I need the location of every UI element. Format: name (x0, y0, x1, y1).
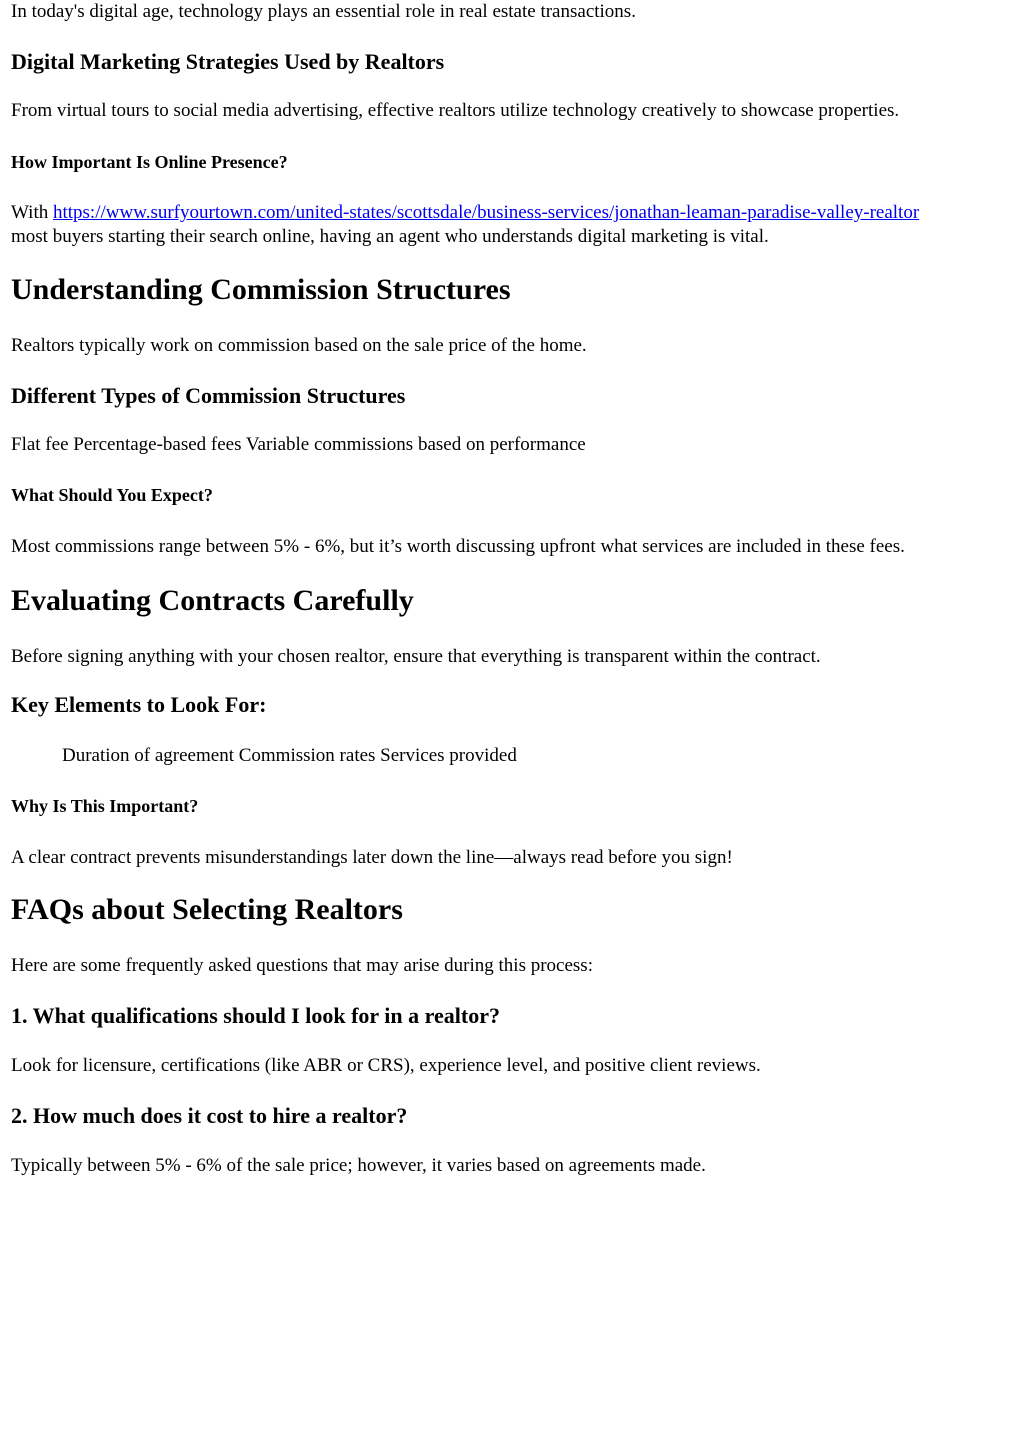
online-presence-prefix: With (11, 202, 53, 223)
faq-question-1: 1. What qualifications should I look for in a realtor? (11, 1003, 500, 1028)
digital-marketing-heading: Digital Marketing Strategies Used by Realtors (11, 49, 445, 74)
faqs-heading: FAQs about Selecting Realtors (11, 893, 403, 926)
online-presence-heading: How Important Is Online Presence? (11, 152, 288, 172)
commission-heading: Understanding Commission Structures (11, 273, 511, 306)
faq-question-2: 2. How much does it cost to hire a realtor? (11, 1103, 408, 1128)
online-presence-paragraph (11, 201, 919, 249)
expect-paragraph: Most commissions range between 5% - 6%, but it’s worth discussing upfront what services are included in these fees. (11, 536, 905, 557)
commission-types-paragraph: Flat fee Percentage-based fees Variable commissions based on performance (11, 434, 586, 455)
faq-answer-2: Typically between 5% - 6% of the sale price; however, it varies based on agreements made. (11, 1155, 706, 1176)
realtor-profile-link[interactable]: https://www.surfyourtown.com/united-states/scottsdale/business-services/jonathan-leaman-paradise-valley-realtor (52, 202, 920, 223)
digital-marketing-paragraph: From virtual tours to social media advertising, effective realtors utilize technology creatively to showcase properties. (11, 100, 900, 121)
expect-heading: What Should You Expect? (11, 485, 213, 505)
why-important-heading: Why Is This Important? (11, 796, 199, 816)
intro-paragraph: In today's digital age, technology plays an essential role in real estate transactions. (11, 1, 636, 22)
online-presence-line2: most buyers starting their search online, having an agent who understands digital marketing is vital. (11, 226, 769, 247)
commission-types-heading: Different Types of Commission Structures (11, 383, 406, 408)
key-elements-list: Duration of agreement Commission rates Services provided (62, 745, 517, 766)
contracts-paragraph: Before signing anything with your chosen realtor, ensure that everything is transparent within the contract. (11, 646, 821, 667)
commission-paragraph: Realtors typically work on commission based on the sale price of the home. (11, 335, 587, 356)
key-elements-heading: Key Elements to Look For: (11, 692, 267, 717)
faqs-intro-paragraph: Here are some frequently asked questions that may arise during this process: (11, 955, 593, 976)
faq-answer-1: Look for licensure, certifications (like ABR or CRS), experience level, and positive client reviews. (11, 1055, 761, 1076)
contracts-heading: Evaluating Contracts Carefully (11, 584, 414, 617)
why-important-paragraph: A clear contract prevents misunderstandings later down the line—always read before you sign! (11, 847, 733, 868)
